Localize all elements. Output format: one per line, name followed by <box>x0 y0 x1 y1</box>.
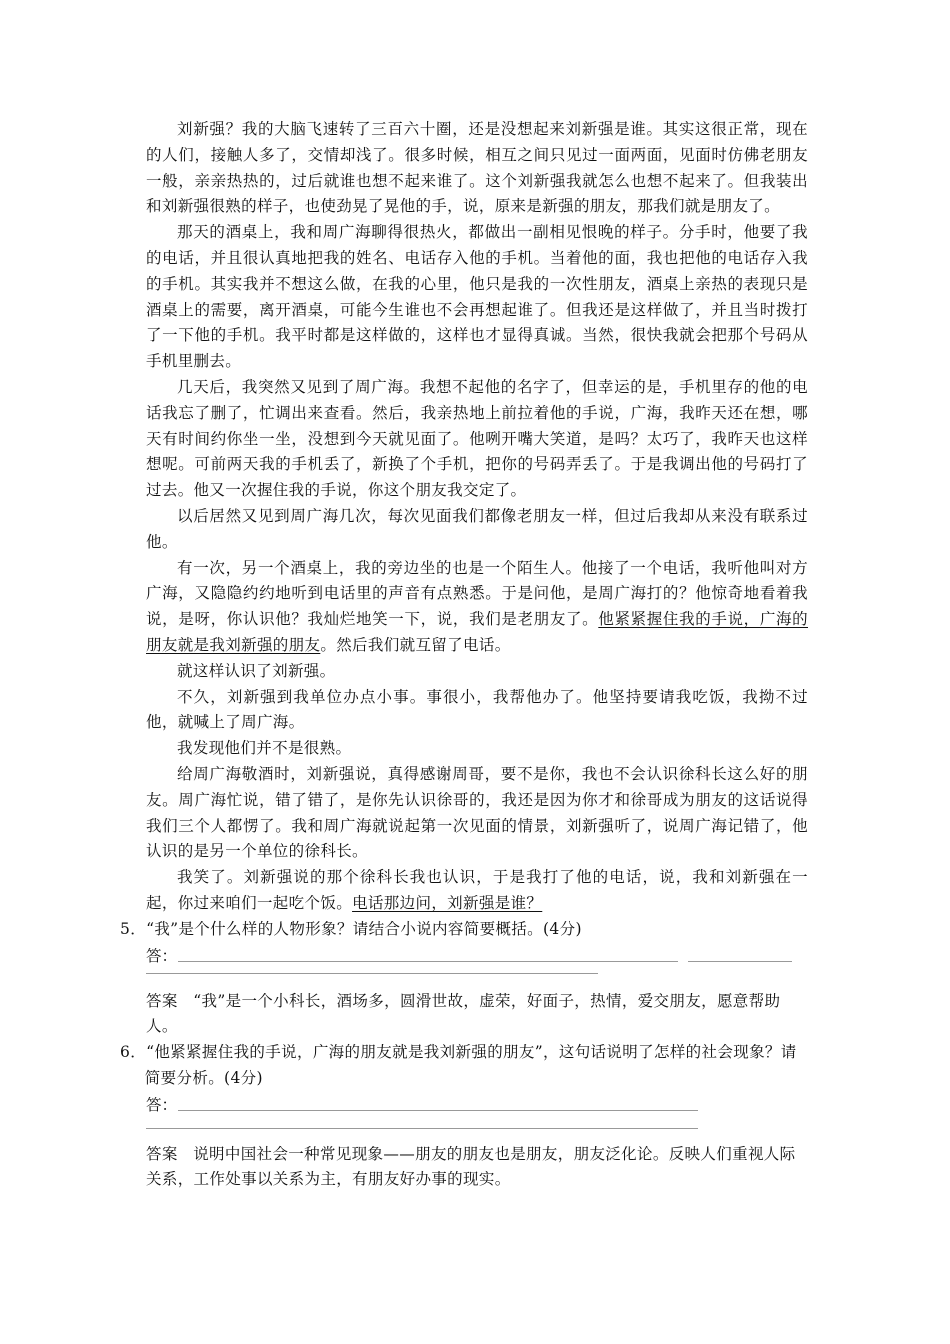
question-5-answer-prompt: 答： <box>146 946 178 965</box>
question-6-answer-prompt: 答： <box>146 1095 178 1114</box>
story-paragraph-1: 刘新强？我的大脑飞速转了三百六十圈，还是没想起来刘新强是谁。其实这很正常，现在的人们，接触人多了，交情却浅了。很多时候，相互之间只见过一面两面，见面时仿佛老朋友一般，亲亲热热的，过后就谁也想不起来谁了。这个刘新强我就怎么也想不起来了。但我装出和刘新强很熟的样子，也使劲晃了晃他的手，说，原来是新强的朋友，那我们就是朋友了。 <box>146 120 808 216</box>
question-6-text: “他紧紧握住我的手说，广海的朋友就是我刘新强的朋友”，这句话说明了怎样的社会现象？请简要分析。(4分) <box>144 1043 797 1087</box>
underlined-ending-sentence: 电话那边问，刘新强是谁？ <box>352 893 543 912</box>
question-5-text: “我”是个什么样的人物形象？请结合小说内容简要概括。(4分) <box>146 919 582 938</box>
answer-label: 答案 <box>146 991 178 1010</box>
answer-label: 答案 <box>146 1144 178 1163</box>
story-paragraph-2: 那天的酒桌上，我和周广海聊得很热火，都做出一副相见恨晚的样子。分手时，他要了我的电话，并且很认真地把我的姓名、电话存入他的手机。当着他的面，我也把他的电话存入我的手机。其实我并不想这么做，在我的心里，他只是我的一次性朋友，酒桌上亲热的表现只是酒桌上的需要，离开酒桌，可能今生谁也不会再想起谁了。但我还是这样做了，并且当时拨打了一下他的手机。我平时都是这样做的，这样也才显得真诚。当然，很快我就会把那个号码从手机里删去。 <box>146 223 808 371</box>
story-paragraph-6: 就这样认识了刘新强。 <box>177 661 336 680</box>
question-6-answer-text: 说明中国社会一种常见现象——朋友的朋友也是朋友，朋友泛化论。反映人们重视人际关系，工作处事以关系为主，有朋友好办事的现实。 <box>146 1144 796 1189</box>
story-paragraph-3: 几天后，我突然又见到了周广海。我想不起他的名字了，但幸运的是，手机里存的他的电话我忘了删了，忙调出来查看。然后，我亲热地上前拉着他的手说，广海，我昨天还在想，哪天有时间约你坐一坐，没想到今天就见面了。他咧开嘴大笑道，是吗？太巧了，我昨天也这样想呢。可前两天我的手机丢了，新换了个手机，把你的号码弄丢了。于是我调出他的号码打了过去。他又一次握住我的手说，你这个朋友我交定了。 <box>146 377 808 500</box>
story-paragraph-4: 以后居然又见到周广海几次，每次见面我们都像老朋友一样，但过后我却从来没有联系过他。 <box>146 506 808 551</box>
answer-rule <box>146 973 598 974</box>
question-5-number: 5． <box>120 919 147 938</box>
question-6-prompt <box>120 1040 808 1092</box>
question-5-answer-area-2[interactable] <box>146 969 808 983</box>
question-5-answer-text: “我”是一个小科长，酒场多，圆滑世故，虚荣，好面子，热情，爱交朋友，愿意帮助人。 <box>146 991 781 1036</box>
question-6-number: 6． <box>120 1043 147 1062</box>
question-5 <box>120 917 808 1040</box>
question-6-answer-area-2[interactable] <box>146 1118 808 1136</box>
answer-rule <box>688 961 792 962</box>
question-5-prompt <box>120 917 808 943</box>
answer-rule <box>178 1110 698 1111</box>
question-6-answer <box>146 1142 808 1194</box>
story-paragraph-10 <box>146 865 808 917</box>
story-paragraph-9: 给周广海敬酒时，刘新强说，真得感谢周哥，要不是你，我也不会认识徐科长这么好的朋友。周广海忙说，错了错了，是你先认识徐哥的，我还是因为你才和徐哥成为朋友的这话说得我们三个人都愣了。我和周广海就说起第一次见面的情景，刘新强听了，说周广海记错了，他认识的是另一个单位的徐科长。 <box>146 764 808 861</box>
answer-rule <box>146 1128 698 1129</box>
question-5-answer <box>146 989 808 1041</box>
answer-rule <box>178 961 678 962</box>
document-page <box>120 117 808 1193</box>
story-paragraph-5-tail: 。然后我们就互留了电话。 <box>320 635 511 654</box>
story-paragraph-5 <box>146 556 808 659</box>
question-5-answer-area[interactable] <box>146 943 808 969</box>
story-paragraph-7: 不久，刘新强到我单位办点小事。事很小，我帮他办了。他坚持要请我吃饭，我拗不过他，就喊上了周广海。 <box>146 687 808 732</box>
story-paragraph-10-text: 我笑了。刘新强说的那个徐科长我也认识，于是我打了他的电话，说，我和刘新强在一起，你过来咱们一起吃个饭。 <box>146 868 808 912</box>
underlined-sentence-quote: 他紧紧握住我的手说，广海的朋友就是我刘新强的朋友 <box>146 610 808 654</box>
question-6 <box>120 1040 808 1193</box>
question-6-answer-area[interactable] <box>146 1092 808 1118</box>
story-paragraph-5-text: 有一次，另一个酒桌上，我的旁边坐的也是一个陌生人。他接了一个电话，我听他叫对方广海，又隐隐约约地听到电话里的声音有点熟悉。于是问他，是周广海打的？他惊奇地看着我说，是呀，你认识他？我灿烂地笑一下，说，我们是老朋友了。 <box>146 558 808 629</box>
story-paragraph-8: 我发现他们并不是很熟。 <box>177 739 352 758</box>
